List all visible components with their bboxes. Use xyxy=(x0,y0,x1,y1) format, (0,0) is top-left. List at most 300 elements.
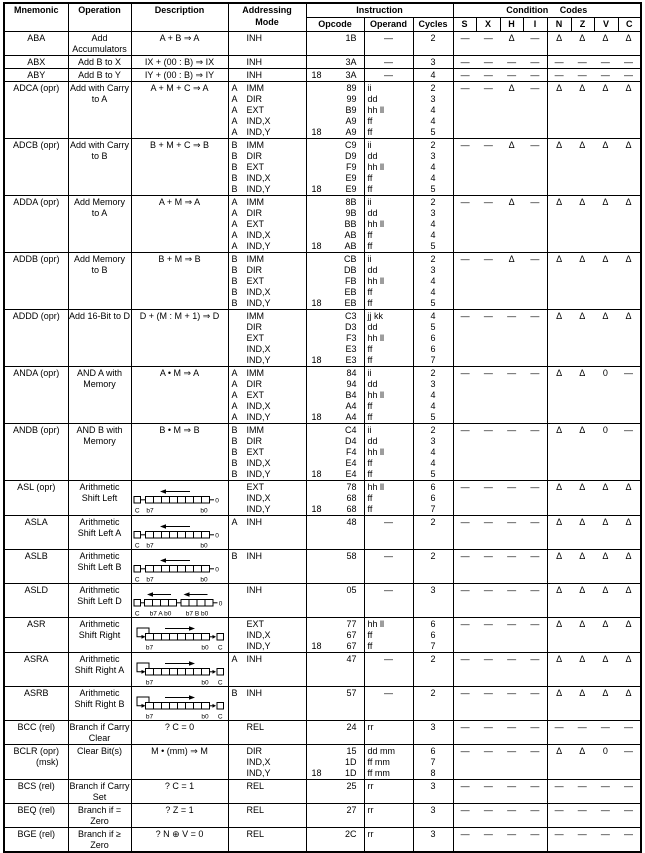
condition-code-value: — xyxy=(530,368,540,378)
operand-line: rr xyxy=(367,805,374,815)
condition-code-value: — xyxy=(507,425,517,435)
cycles-line: 6 xyxy=(430,482,436,492)
condition-code-value: — xyxy=(507,688,517,698)
opcode-value: 25 xyxy=(346,781,357,791)
opcode-line xyxy=(307,355,364,366)
opcode-prefix: 18 xyxy=(311,504,322,514)
header-operation: Operation xyxy=(68,3,131,32)
condition-codes-left xyxy=(453,56,547,69)
cycles-line: 5 xyxy=(430,469,436,479)
header-addressing-mode xyxy=(228,3,306,32)
cycles-line: 4 xyxy=(430,116,436,126)
opcode-line xyxy=(307,585,364,596)
operation-line: Shift Left xyxy=(81,493,118,503)
condition-code-value: Δ xyxy=(625,197,632,207)
condition-code-value: — xyxy=(600,829,610,839)
condition-codes-right xyxy=(547,550,641,584)
cycles-cell xyxy=(413,804,453,828)
cycles-line: 4 xyxy=(430,105,436,115)
mnemonic-label: ASLB xyxy=(24,551,48,561)
register-letter: B xyxy=(231,254,238,264)
opcode-line xyxy=(307,630,364,641)
register-letter: B xyxy=(231,265,238,275)
mode-label: IND,Y xyxy=(246,504,271,514)
description-cell xyxy=(131,745,228,780)
condition-codes-right xyxy=(547,516,641,550)
svg-text:b0: b0 xyxy=(200,679,209,686)
cycles-cell xyxy=(413,687,453,721)
svg-text:C: C xyxy=(134,507,140,514)
opcode-line xyxy=(307,436,364,447)
condition-code-value: — xyxy=(623,781,633,791)
opcode-prefix: 18 xyxy=(311,469,322,479)
operation-line: Zero xyxy=(90,840,109,850)
opcode-value: AB xyxy=(344,241,357,251)
opcode-line xyxy=(307,94,364,105)
instruction-set-table xyxy=(3,2,642,853)
register-letter: B xyxy=(231,276,238,286)
condition-code-value: — xyxy=(460,517,470,527)
operand-line: ff mm xyxy=(367,757,390,767)
condition-code-value: — xyxy=(530,829,540,839)
header-cc-c: C xyxy=(618,18,641,32)
mnemonic-label: ABY xyxy=(27,70,46,80)
condition-code-value: Δ xyxy=(602,254,609,264)
opcode-line xyxy=(307,344,364,355)
condition-code-value: — xyxy=(460,57,470,67)
cycles-line: 2 xyxy=(430,140,436,150)
description-cell xyxy=(131,828,228,853)
opcode-cell xyxy=(306,550,364,584)
mnemonic-cell xyxy=(4,780,68,804)
register-letter: B xyxy=(231,436,238,446)
register-letter xyxy=(229,344,247,355)
condition-code-value: — xyxy=(530,746,540,756)
operand-line: ff xyxy=(367,458,373,468)
mode-label: INH xyxy=(246,551,262,561)
mnemonic-label: ANDA (opr) xyxy=(13,368,60,378)
svg-text:b7: b7 xyxy=(145,542,154,549)
condition-codes-right xyxy=(547,196,641,253)
condition-code-value: Δ xyxy=(602,551,609,561)
condition-code-value: — xyxy=(460,33,470,43)
register-letter xyxy=(229,722,247,733)
operand-line: hh ll xyxy=(367,333,385,343)
cycles-line: 4 xyxy=(430,447,436,457)
description-cell xyxy=(131,139,228,196)
operand-line: — xyxy=(384,57,393,67)
condition-codes-left xyxy=(453,780,547,804)
condition-code-value: — xyxy=(530,722,540,732)
mode-label: IND,X xyxy=(246,230,271,240)
register-letter: A xyxy=(231,390,238,400)
mnemonic-cell xyxy=(4,653,68,687)
description-cell xyxy=(131,196,228,253)
addressing-mode-line xyxy=(229,197,306,208)
opcode-line xyxy=(307,162,364,173)
operand-line: ii xyxy=(367,83,372,93)
mnemonic-label: BCC (rel) xyxy=(17,722,55,732)
header-instruction: Instruction xyxy=(306,3,453,18)
condition-code-value: — xyxy=(507,482,517,492)
opcode-line xyxy=(307,425,364,436)
opcode-line xyxy=(307,254,364,265)
svg-text:0: 0 xyxy=(218,600,222,608)
opcode-value: F3 xyxy=(345,333,357,343)
operand-line: rr xyxy=(367,829,374,839)
condition-code-value: — xyxy=(530,311,540,321)
register-letter: A xyxy=(231,241,238,251)
description-cell xyxy=(131,367,228,424)
operation-cell xyxy=(68,804,131,828)
mode-label: EXT xyxy=(246,619,265,629)
condition-code-value: Δ xyxy=(556,482,563,492)
cycles-line: 2 xyxy=(430,197,436,207)
instruction-row-asla xyxy=(4,516,641,550)
description-cell xyxy=(131,780,228,804)
operand-line: ff xyxy=(367,241,373,251)
mnemonic-label: ASL (opr) xyxy=(17,482,56,492)
mode-label: IND,X xyxy=(246,757,271,767)
register-letter xyxy=(229,33,247,44)
condition-code-value: — xyxy=(554,57,564,67)
condition-code-value: Δ xyxy=(625,482,632,492)
opcode-line xyxy=(307,322,364,333)
instruction-row-adca xyxy=(4,82,641,139)
condition-code-value: — xyxy=(483,746,493,756)
opcode-value: 68 xyxy=(346,504,357,514)
cycles-line: 2 xyxy=(430,517,436,527)
cycles-line: 2 xyxy=(430,654,436,664)
cycles-line: 2 xyxy=(430,688,436,698)
register-letter: A xyxy=(231,219,238,229)
operand-line: ff xyxy=(367,493,373,503)
mnemonic-label: ADCB (opr) xyxy=(12,140,60,150)
condition-code-value: — xyxy=(483,805,493,815)
condition-code-value: — xyxy=(460,197,470,207)
condition-code-value: — xyxy=(483,425,493,435)
cycles-cell xyxy=(413,780,453,804)
condition-code-value: Δ xyxy=(602,140,609,150)
svg-text:0: 0 xyxy=(214,566,219,574)
condition-code-value: — xyxy=(460,688,470,698)
condition-code-value: — xyxy=(554,70,564,80)
cycles-cell xyxy=(413,584,453,618)
condition-code-value: — xyxy=(530,197,540,207)
opcode-line xyxy=(307,287,364,298)
addressing-mode-line xyxy=(229,585,306,596)
opcode-value: 57 xyxy=(346,688,357,698)
opcode-line xyxy=(307,493,364,504)
mode-label: INH xyxy=(246,57,262,67)
condition-code-value: Δ xyxy=(579,425,586,435)
opcode-line xyxy=(307,768,364,779)
condition-code-value: — xyxy=(530,551,540,561)
opcode-line xyxy=(307,722,364,733)
condition-code-value: — xyxy=(507,746,517,756)
operand-line: rr xyxy=(367,722,374,732)
addressing-mode-line xyxy=(229,746,306,757)
condition-codes-right xyxy=(547,424,641,481)
addressing-mode-line xyxy=(229,140,306,151)
mode-label: INH xyxy=(246,585,262,595)
addressing-mode-line xyxy=(229,493,306,504)
condition-code-value: — xyxy=(483,482,493,492)
header-addressing-line2: Mode xyxy=(255,17,279,27)
svg-text:b7: b7 xyxy=(145,713,153,720)
condition-code-value: — xyxy=(554,805,564,815)
condition-code-value: Δ xyxy=(625,619,632,629)
cycles-cell xyxy=(413,139,453,196)
description-text: ? C = 1 xyxy=(164,781,195,791)
cycles-line: 7 xyxy=(430,757,436,767)
addressing-mode-cell xyxy=(228,745,306,780)
condition-code-value: — xyxy=(530,619,540,629)
condition-code-value: — xyxy=(623,57,633,67)
opcode-value: EB xyxy=(344,298,357,308)
cycles-line: 7 xyxy=(430,355,436,365)
addressing-mode-line xyxy=(229,344,306,355)
operand-cell xyxy=(364,253,413,310)
condition-code-value: Δ xyxy=(602,585,609,595)
svg-text:C: C xyxy=(217,713,223,720)
condition-code-value: — xyxy=(483,311,493,321)
mode-label: DIR xyxy=(246,322,262,332)
opcode-value: 67 xyxy=(346,641,357,651)
condition-codes-right xyxy=(547,721,641,745)
cycles-cell xyxy=(413,32,453,56)
condition-code-value: — xyxy=(483,140,493,150)
condition-code-value: Δ xyxy=(579,482,586,492)
description-cell xyxy=(131,56,228,69)
cycles-cell xyxy=(413,253,453,310)
opcode-value: DB xyxy=(343,265,357,275)
mode-label: IND,X xyxy=(246,401,271,411)
operation-line: Arithmetic xyxy=(79,619,120,629)
opcode-line xyxy=(307,781,364,792)
opcode-prefix: 18 xyxy=(311,241,322,251)
register-letter xyxy=(229,493,247,504)
condition-code-value: — xyxy=(483,517,493,527)
mnemonic-label: ADDA (opr) xyxy=(13,197,60,207)
mnemonic-cell xyxy=(4,196,68,253)
register-letter: A xyxy=(231,208,238,218)
condition-code-value: — xyxy=(483,368,493,378)
header-cc-x: X xyxy=(476,18,500,32)
cycles-cell xyxy=(413,367,453,424)
operand-cell xyxy=(364,424,413,481)
svg-text:b0: b0 xyxy=(199,507,208,514)
opcode-line xyxy=(307,619,364,630)
opcode-value: A4 xyxy=(345,412,357,422)
condition-code-value: Δ xyxy=(579,140,586,150)
operation-line: Shift Left B xyxy=(77,562,122,572)
header-condition-codes: Condition Codes xyxy=(453,3,641,18)
condition-code-value: 0 xyxy=(602,746,608,756)
condition-code-value: Δ xyxy=(602,517,609,527)
mnemonic-cell xyxy=(4,550,68,584)
opcode-value: B9 xyxy=(345,105,357,115)
instruction-row-asl xyxy=(4,481,641,516)
addressing-mode-line xyxy=(229,33,306,44)
condition-codes-right xyxy=(547,82,641,139)
addressing-mode-cell xyxy=(228,367,306,424)
condition-codes-right xyxy=(547,481,641,516)
svg-text:b7: b7 xyxy=(145,644,153,651)
addressing-mode-line xyxy=(229,333,306,344)
addressing-mode-cell xyxy=(228,139,306,196)
condition-codes-right xyxy=(547,32,641,56)
mode-label: IMM xyxy=(246,140,264,150)
condition-code-value: Δ xyxy=(625,688,632,698)
condition-codes-left xyxy=(453,687,547,721)
svg-text:0: 0 xyxy=(214,497,219,505)
opcode-line xyxy=(307,805,364,816)
addressing-mode-line xyxy=(229,517,306,528)
register-letter: B xyxy=(231,425,238,435)
addressing-mode-cell xyxy=(228,550,306,584)
condition-code-value: — xyxy=(577,722,587,732)
condition-code-value: — xyxy=(600,70,610,80)
condition-code-value: Δ xyxy=(556,517,563,527)
cycles-cell xyxy=(413,424,453,481)
opcode-line xyxy=(307,829,364,840)
header-cycles: Cycles xyxy=(413,18,453,32)
cycles-line: 6 xyxy=(430,630,436,640)
description-cell xyxy=(131,424,228,481)
condition-code-value: — xyxy=(460,654,470,664)
addressing-mode-line xyxy=(229,151,306,162)
addressing-mode-line xyxy=(229,447,306,458)
cycles-line: 5 xyxy=(430,412,436,422)
opcode-prefix: 18 xyxy=(311,298,322,308)
opcode-prefix: 18 xyxy=(311,768,322,778)
mode-label: REL xyxy=(246,805,265,815)
condition-code-value: Δ xyxy=(579,585,586,595)
condition-code-value: Δ xyxy=(556,197,563,207)
opcode-line xyxy=(307,757,364,768)
instruction-row-aba xyxy=(4,32,641,56)
condition-code-value: — xyxy=(554,829,564,839)
cycles-line: 2 xyxy=(430,551,436,561)
opcode-cell xyxy=(306,69,364,82)
operand-line: rr xyxy=(367,781,374,791)
description-cell xyxy=(131,804,228,828)
opcode-prefix: 18 xyxy=(311,641,322,651)
operand-line: dd mm xyxy=(367,746,396,756)
cycles-cell xyxy=(413,69,453,82)
condition-code-value: — xyxy=(530,585,540,595)
condition-code-value: — xyxy=(623,722,633,732)
addressing-mode-line xyxy=(229,208,306,219)
opcode-cell xyxy=(306,367,364,424)
operation-line: Arithmetic xyxy=(79,482,120,492)
addressing-mode-line xyxy=(229,311,306,322)
opcode-cell xyxy=(306,687,364,721)
condition-codes-right xyxy=(547,780,641,804)
instruction-row-andb xyxy=(4,424,641,481)
operation-line: to B xyxy=(91,265,108,275)
svg-text:b7 A b0: b7 A b0 xyxy=(149,610,171,617)
opcode-value: 15 xyxy=(346,746,357,756)
addressing-mode-line xyxy=(229,781,306,792)
condition-code-value: Δ xyxy=(579,33,586,43)
register-letter: B xyxy=(231,184,238,194)
mnemonic-cell xyxy=(4,56,68,69)
cycles-line: 3 xyxy=(430,585,436,595)
instruction-row-bclr xyxy=(4,745,641,780)
condition-codes-left xyxy=(453,82,547,139)
opcode-value: 9B xyxy=(345,208,357,218)
condition-code-value: — xyxy=(460,619,470,629)
register-letter xyxy=(229,322,247,333)
instruction-row-abx xyxy=(4,56,641,69)
operand-cell xyxy=(364,82,413,139)
cycles-cell xyxy=(413,310,453,367)
operation-line: Shift Left D xyxy=(77,596,122,606)
addressing-mode-cell xyxy=(228,310,306,367)
opcode-line xyxy=(307,151,364,162)
opcode-value: 24 xyxy=(346,722,357,732)
cycles-line: 7 xyxy=(430,504,436,514)
addressing-mode-line xyxy=(229,469,306,480)
addressing-mode-cell xyxy=(228,82,306,139)
condition-code-value: — xyxy=(483,781,493,791)
operand-cell xyxy=(364,139,413,196)
register-letter: B xyxy=(231,688,238,698)
addressing-mode-cell xyxy=(228,828,306,853)
opcode-line xyxy=(307,265,364,276)
mode-label: DIR xyxy=(246,94,262,104)
operand-line: ii xyxy=(367,368,372,378)
register-letter: B xyxy=(231,173,238,183)
condition-code-value: Δ xyxy=(556,654,563,664)
condition-code-value: — xyxy=(507,311,517,321)
condition-code-value: — xyxy=(507,517,517,527)
addressing-mode-cell xyxy=(228,253,306,310)
svg-text:b7 B b0: b7 B b0 xyxy=(185,610,208,617)
register-letter xyxy=(229,355,247,366)
condition-codes-left xyxy=(453,804,547,828)
register-letter: A xyxy=(231,368,238,378)
opcode-line xyxy=(307,219,364,230)
condition-code-value: Δ xyxy=(602,619,609,629)
operation-line: Arithmetic xyxy=(79,654,120,664)
description-cell xyxy=(131,721,228,745)
operation-line: Add B to X xyxy=(77,57,122,67)
mnemonic-cell xyxy=(4,82,68,139)
condition-code-value: — xyxy=(554,781,564,791)
addressing-mode-line xyxy=(229,757,306,768)
opcode-line xyxy=(307,458,364,469)
condition-code-value: — xyxy=(600,722,610,732)
shift-right-diagram xyxy=(132,694,228,720)
register-letter: B xyxy=(231,162,238,172)
condition-codes-left xyxy=(453,550,547,584)
mnemonic-cell xyxy=(4,367,68,424)
cycles-cell xyxy=(413,516,453,550)
opcode-line xyxy=(307,641,364,652)
cycles-line: 3 xyxy=(430,208,436,218)
svg-text:b0: b0 xyxy=(199,576,208,583)
mnemonic-label: ABX xyxy=(27,57,46,67)
shift-left-d-diagram xyxy=(132,591,229,617)
condition-code-value: — xyxy=(577,70,587,80)
mnemonic-label: ASRB xyxy=(23,688,49,698)
condition-code-value: — xyxy=(460,311,470,321)
cycles-cell xyxy=(413,618,453,653)
opcode-value: A9 xyxy=(345,127,357,137)
